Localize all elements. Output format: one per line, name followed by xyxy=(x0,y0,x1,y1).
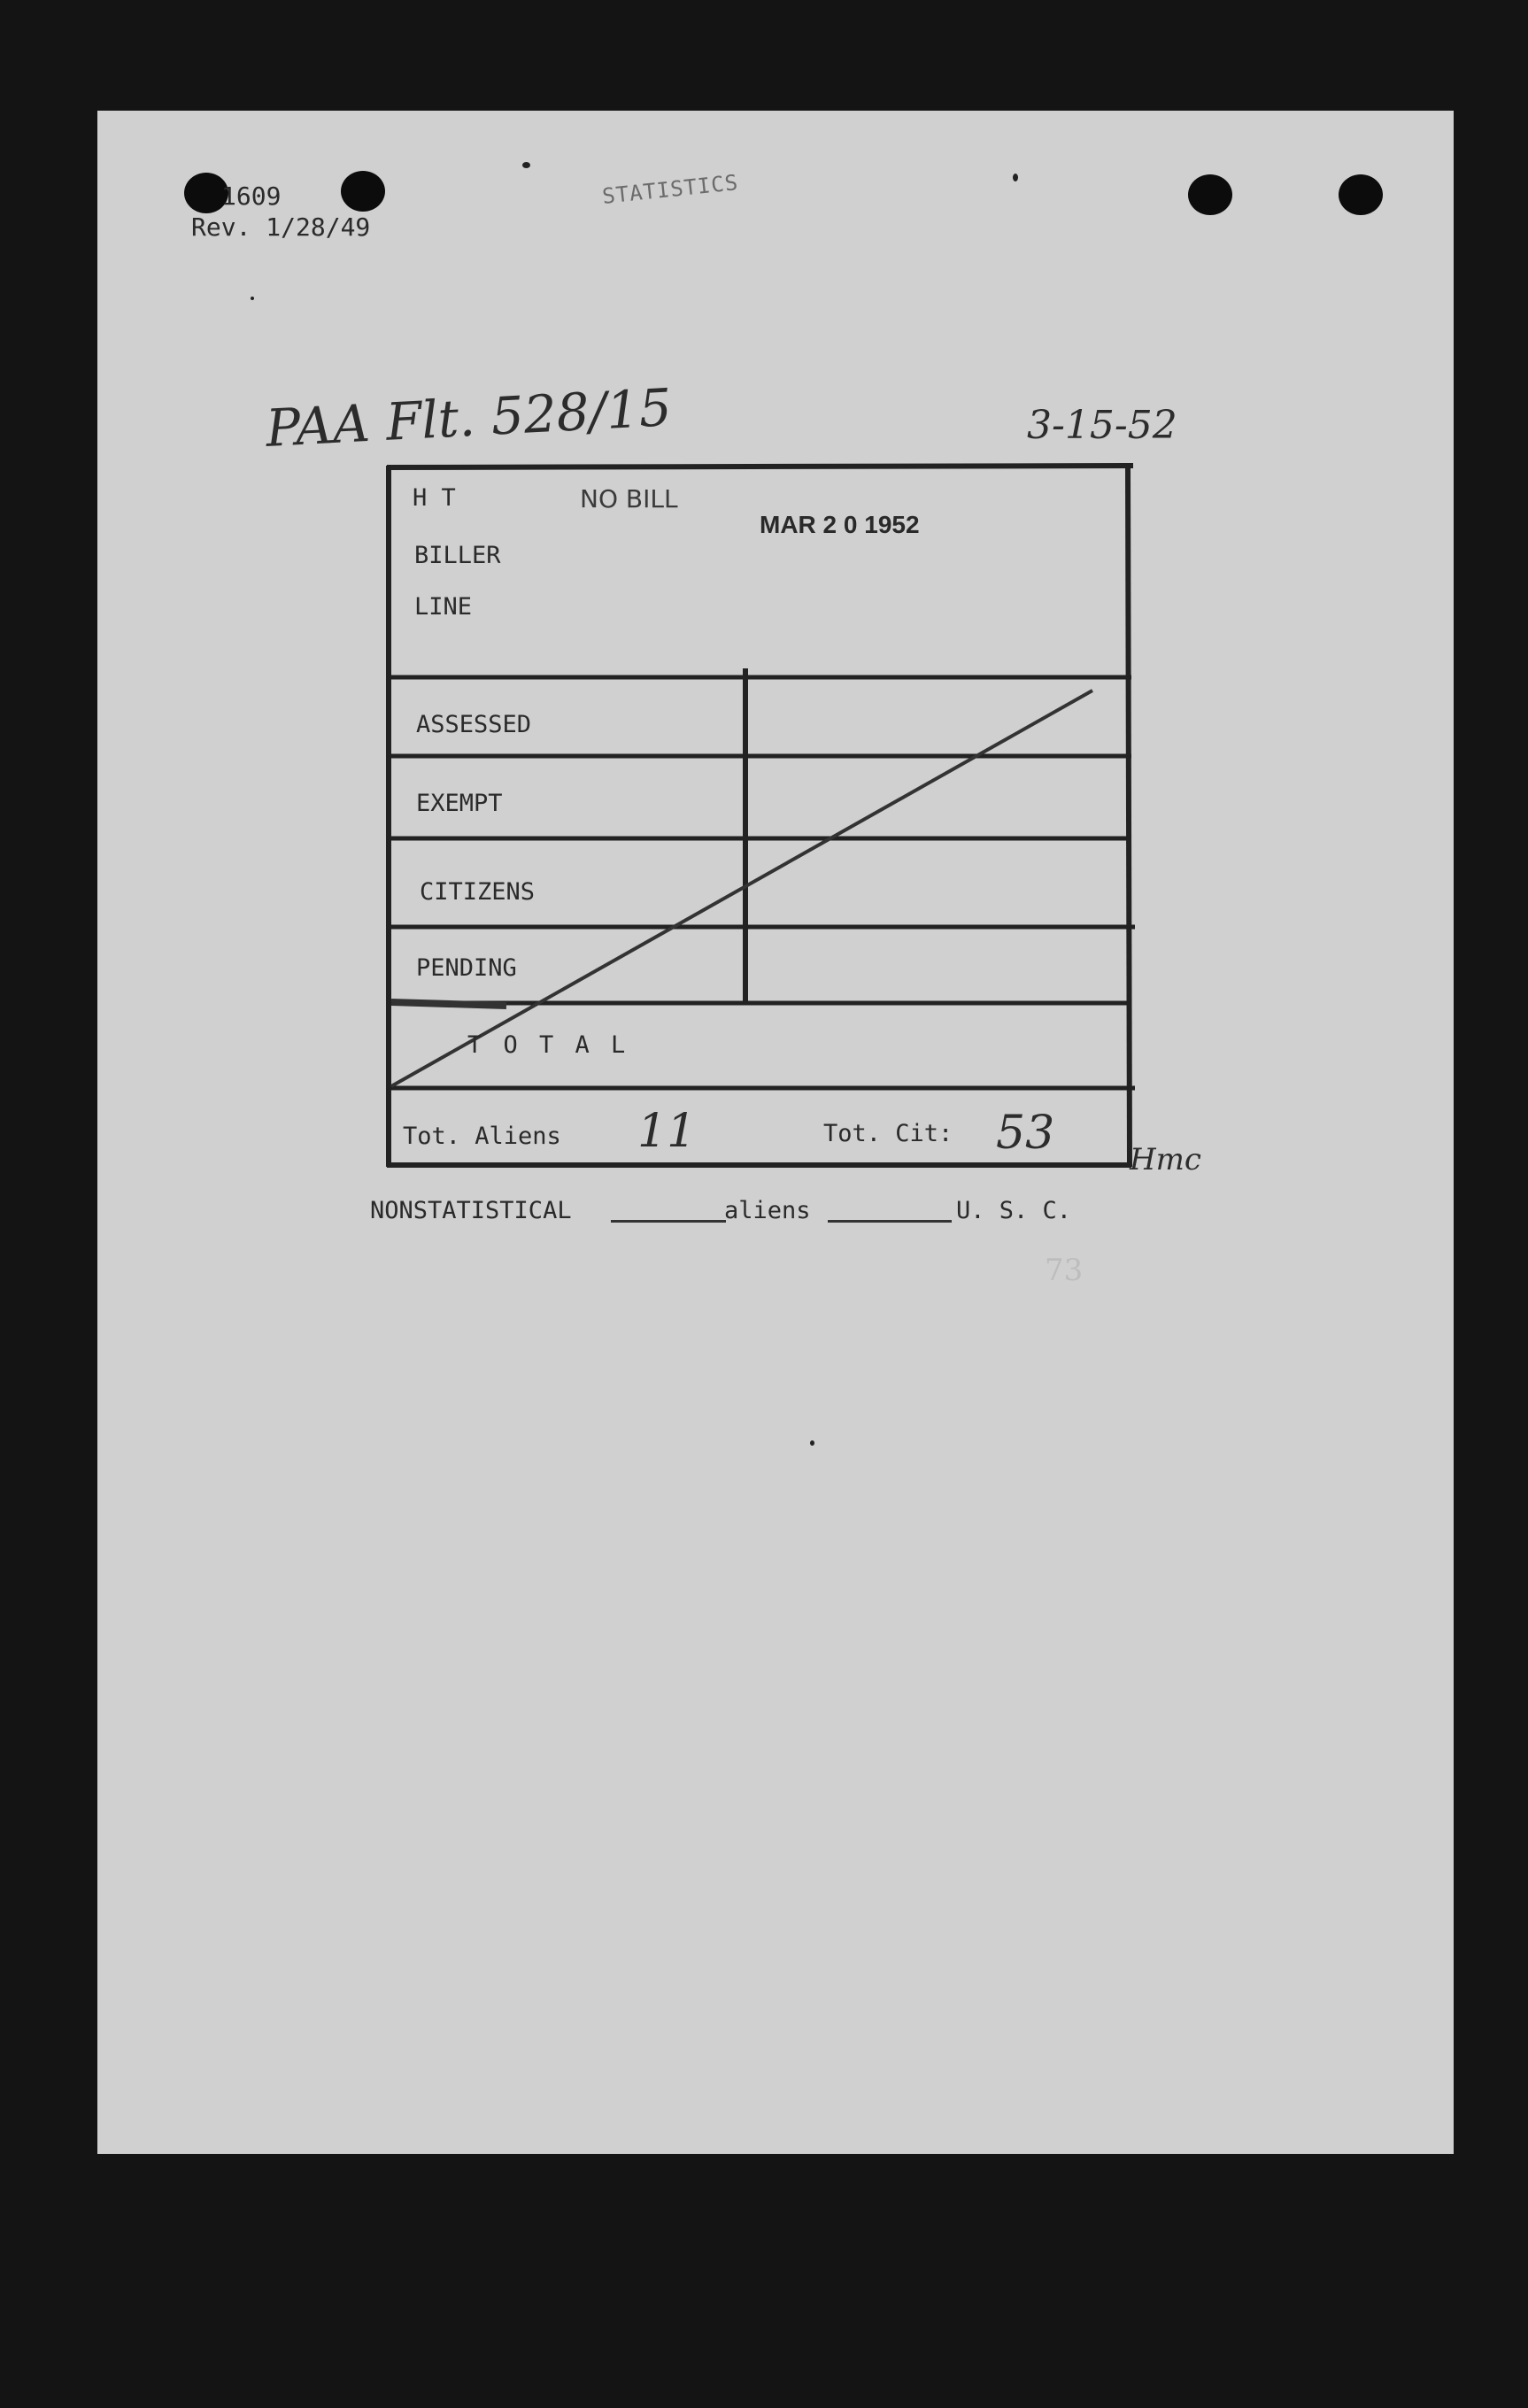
row-label-assessed: ASSESSED xyxy=(416,711,532,738)
line-label: LINE xyxy=(414,593,473,621)
tot-cit-value: 53 xyxy=(996,1107,1055,1160)
ht-label: H T xyxy=(413,484,456,512)
initials: Hmc xyxy=(1130,1142,1201,1177)
form-number: 1609 xyxy=(221,181,282,211)
biller-label: BILLER xyxy=(414,542,501,569)
speck xyxy=(522,162,530,168)
handwritten-date: 3-15-52 xyxy=(1027,403,1177,448)
statistics-stamp: STATISTICS xyxy=(600,170,740,209)
flight-number: PAA Flt. 528/15 xyxy=(264,377,674,459)
row-label-exempt: EXEMPT xyxy=(416,790,503,817)
tot-aliens-label: Tot. Aliens xyxy=(403,1123,561,1150)
usc-label: U. S. C. xyxy=(956,1197,1072,1224)
revision-date: Rev. 1/28/49 xyxy=(191,212,371,242)
aliens-label: aliens xyxy=(724,1197,811,1224)
nonstat-blank-2 xyxy=(828,1220,952,1223)
row-label-pending: PENDING xyxy=(416,954,517,982)
no-bill-stamp: NO BILL xyxy=(580,484,678,513)
row-label-citizens: CITIZENS xyxy=(420,878,536,906)
faint-page-number: 73 xyxy=(1045,1253,1084,1288)
tot-aliens-value: 11 xyxy=(637,1105,697,1158)
total-label: T O T A L xyxy=(467,1031,629,1059)
nonstat-blank-1 xyxy=(611,1220,726,1223)
nonstatistical-label: NONSTATISTICAL xyxy=(370,1197,572,1224)
speck xyxy=(1013,174,1018,181)
speck xyxy=(810,1440,814,1446)
date-received-stamp: MAR 2 0 1952 xyxy=(760,511,920,538)
tot-cit-label: Tot. Cit: xyxy=(823,1120,953,1147)
speck xyxy=(251,297,254,300)
